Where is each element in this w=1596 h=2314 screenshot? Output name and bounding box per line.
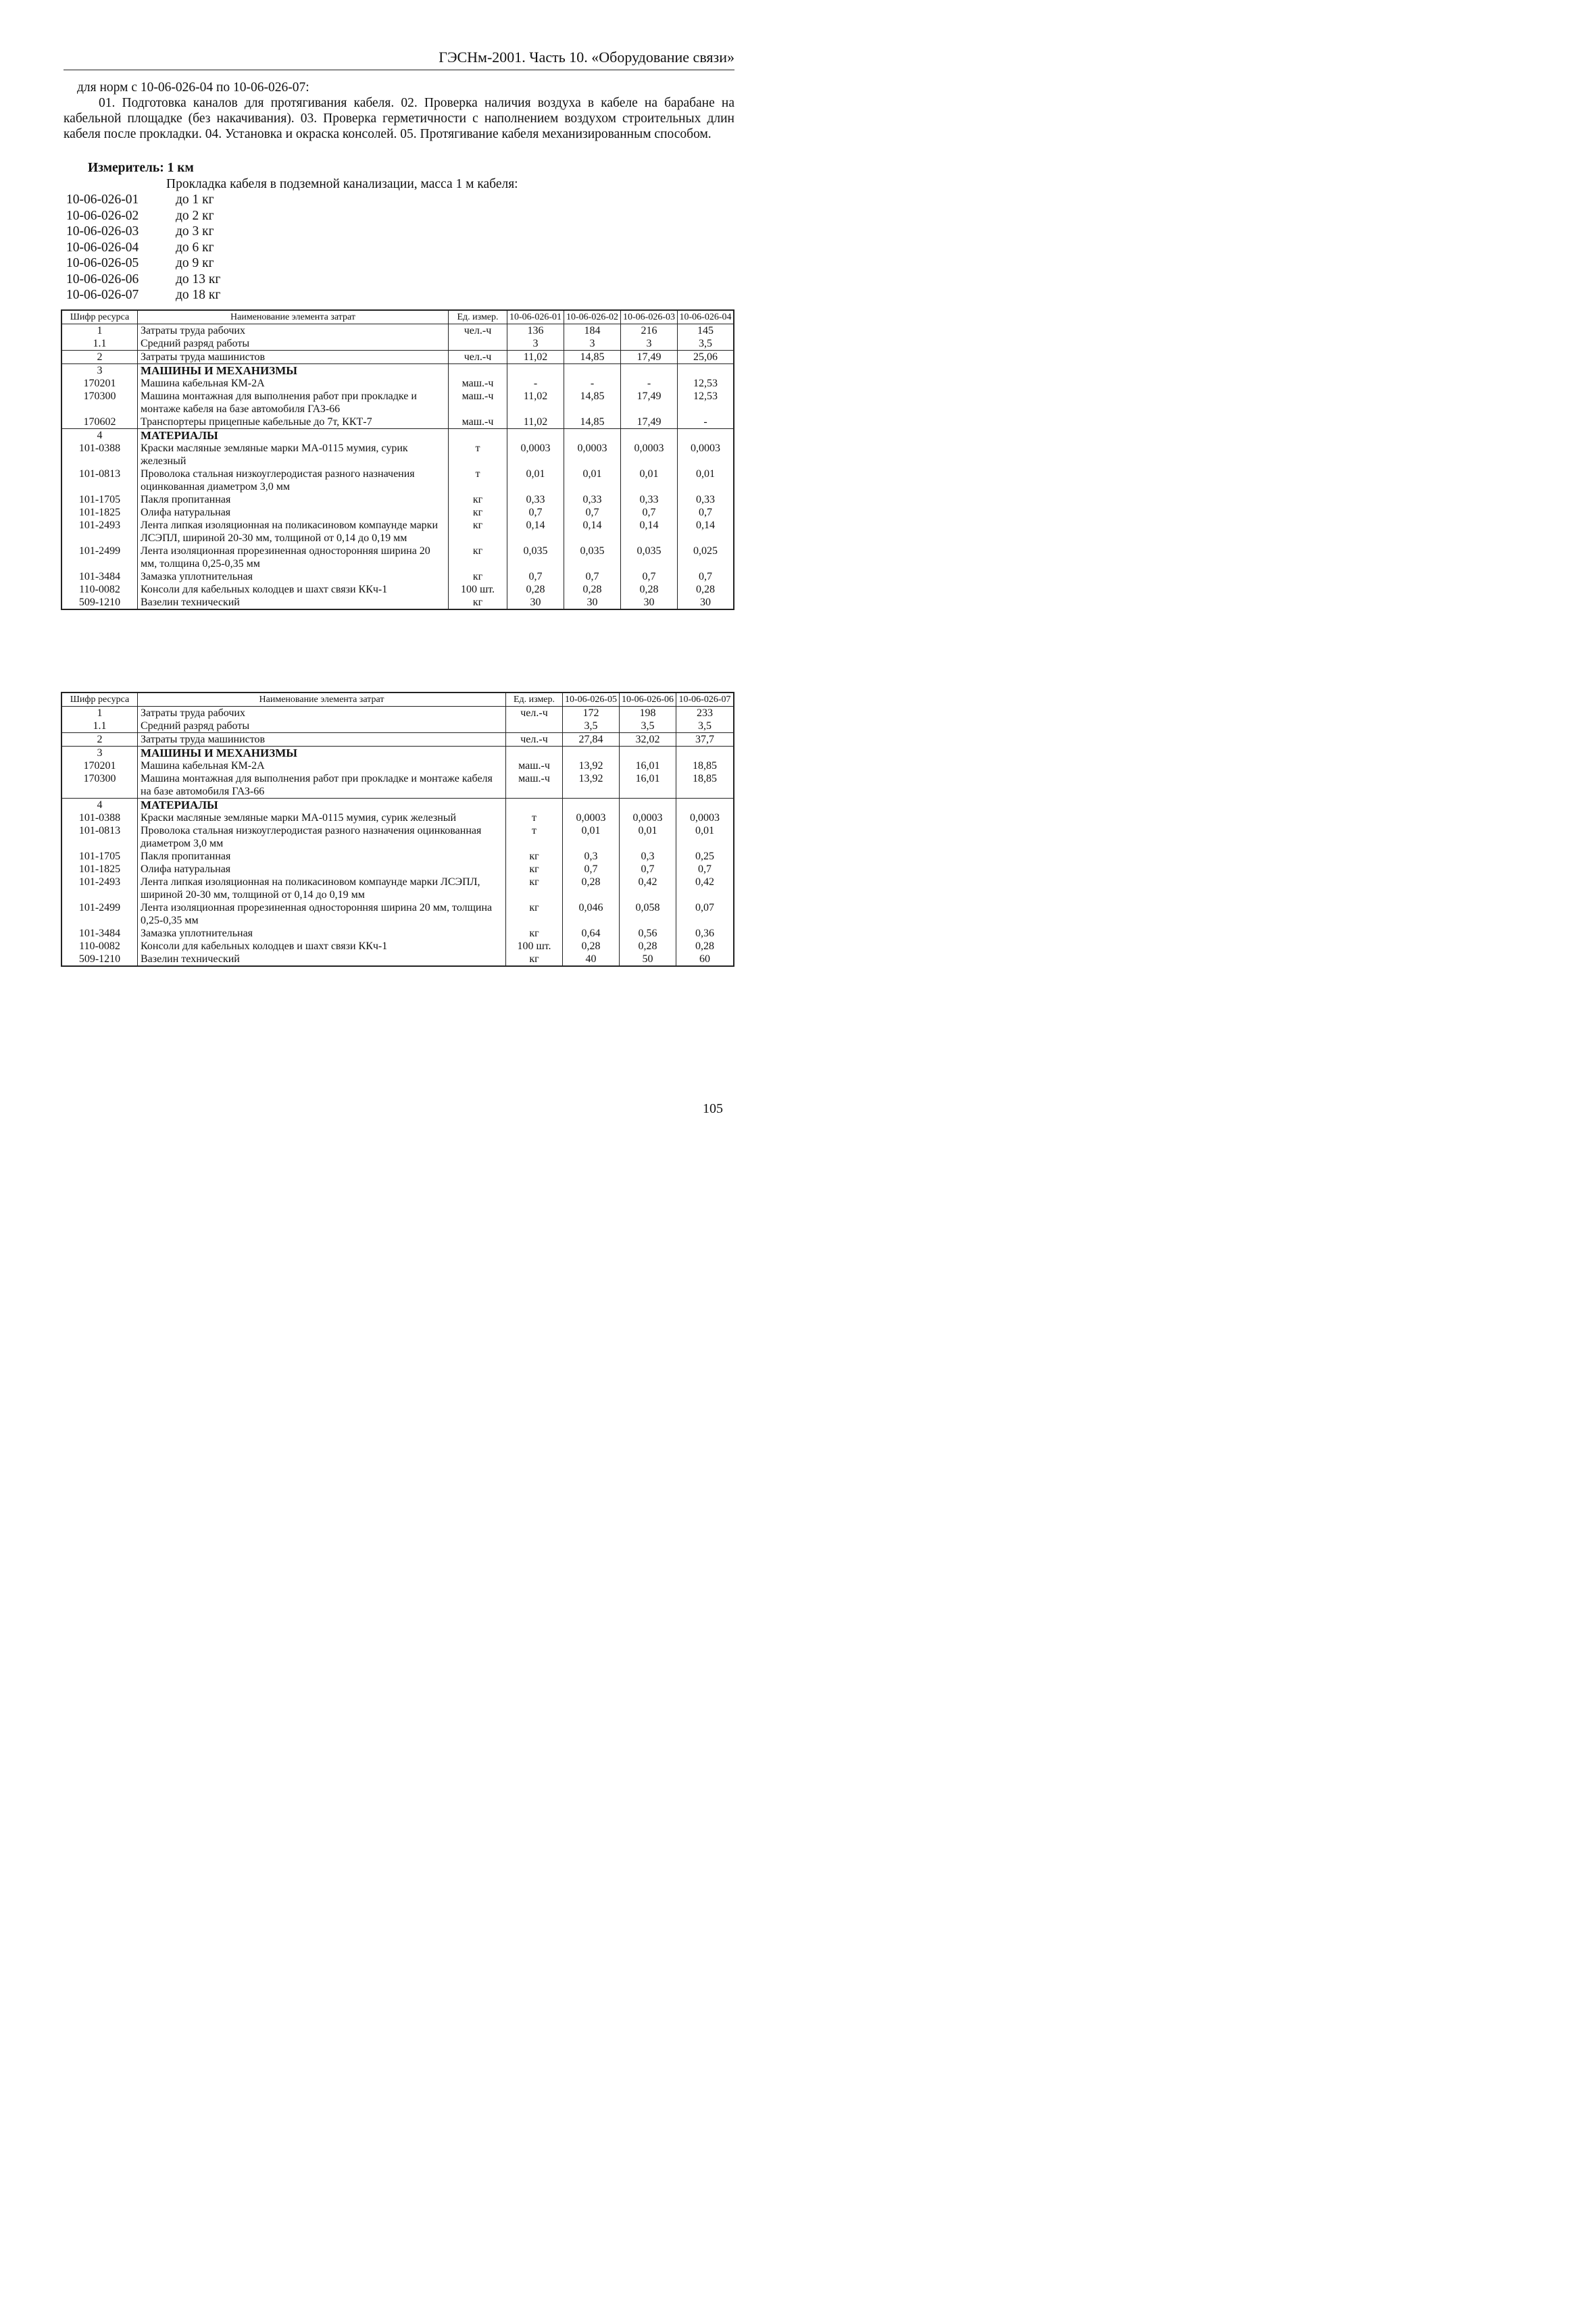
value-cell: 0,28 (563, 940, 620, 953)
value-cell: 27,84 (563, 733, 620, 747)
unit-cell: т (449, 442, 507, 468)
resource-code: 170300 (62, 390, 138, 416)
codes-caption: Прокладка кабеля в подземной канализации, масса 1 м кабеля: (166, 177, 518, 191)
value-cell: 0,7 (620, 863, 676, 876)
value-cell: 3 (507, 337, 564, 351)
unit-cell: кг (449, 506, 507, 519)
value-cell: 0,33 (678, 493, 734, 506)
resource-code: 509-1210 (62, 596, 138, 609)
value-cell: 216 (621, 324, 678, 338)
resource-code: 3 (62, 364, 138, 378)
norm-description: до 13 кг (176, 272, 221, 286)
value-cell: - (564, 377, 621, 390)
value-cell: 0,058 (620, 901, 676, 927)
value-cell: 30 (621, 596, 678, 609)
resource-code: 1.1 (62, 337, 138, 351)
norm-code: 10-06-026-04 (66, 240, 139, 255)
unit-cell: маш.-ч (449, 416, 507, 429)
unit-cell (449, 364, 507, 378)
unit-cell (506, 720, 563, 733)
value-cell: 0,0003 (563, 811, 620, 824)
norm-description: до 2 кг (176, 208, 214, 223)
norm-code: 10-06-026-01 (66, 193, 139, 207)
value-cell: - (621, 377, 678, 390)
resource-code: 509-1210 (62, 953, 138, 966)
value-cell: 0,01 (676, 824, 734, 850)
cost-element-name: Вазелин технический (138, 953, 506, 966)
column-header: 10-06-026-02 (564, 311, 621, 324)
column-header: 10-06-026-05 (563, 693, 620, 707)
cost-element-name: Замазка уплотнительная (138, 927, 506, 940)
value-cell: 0,33 (621, 493, 678, 506)
value-cell: 0,3 (563, 850, 620, 863)
table-row (62, 799, 734, 812)
table-row (62, 811, 734, 824)
table-row (62, 390, 734, 416)
cost-element-name: МАШИНЫ И МЕХАНИЗМЫ (138, 364, 449, 378)
value-cell: 25,06 (678, 351, 734, 364)
value-cell: 0,7 (621, 570, 678, 583)
norm-description: до 18 кг (176, 288, 221, 302)
resource-code: 101-1825 (62, 863, 138, 876)
value-cell: 0,42 (676, 876, 734, 901)
value-cell: 0,28 (676, 940, 734, 953)
cost-element-name: Транспортеры прицепные кабельные до 7т, ККТ-7 (138, 416, 449, 429)
value-cell: 0,14 (621, 519, 678, 545)
value-cell: 0,28 (564, 583, 621, 596)
table-row (62, 876, 734, 901)
cost-element-name: Проволока стальная низкоуглеродистая разного назначения оцинкованная диаметром 3,0 мм (138, 468, 449, 493)
value-cell: 37,7 (676, 733, 734, 747)
code-row (66, 287, 220, 303)
value-cell: 0,7 (678, 506, 734, 519)
table-row (62, 468, 734, 493)
cost-element-name: Затраты труда машинистов (138, 351, 449, 364)
resource-code: 101-1705 (62, 850, 138, 863)
code-row (66, 272, 220, 288)
resource-code: 101-3484 (62, 570, 138, 583)
code-row (66, 240, 220, 256)
unit-cell: кг (506, 850, 563, 863)
value-cell: - (507, 377, 564, 390)
value-cell: 60 (676, 953, 734, 966)
page-number: 105 (703, 1101, 723, 1116)
value-cell: 17,49 (621, 416, 678, 429)
code-row (66, 208, 220, 224)
table-row (62, 940, 734, 953)
value-cell (620, 747, 676, 760)
value-cell: 18,85 (676, 759, 734, 772)
table-row (62, 863, 734, 876)
value-cell: 0,046 (563, 901, 620, 927)
norm-description: до 3 кг (176, 224, 214, 238)
value-cell: 0,33 (564, 493, 621, 506)
cost-element-name: Лента изоляционная прорезиненная односторонняя ширина 20 мм, толщина 0,25-0,35 мм (138, 545, 449, 570)
value-cell: 14,85 (564, 416, 621, 429)
value-cell: 17,49 (621, 351, 678, 364)
norm-code: 10-06-026-06 (66, 272, 139, 286)
table-row (62, 377, 734, 390)
unit-cell: 100 шт. (449, 583, 507, 596)
value-cell (621, 429, 678, 443)
value-cell: 0,7 (507, 570, 564, 583)
cost-element-name: Машина монтажная для выполнения работ при прокладке и монтаже кабеля на базе автомобиля ГАЗ-66 (138, 390, 449, 416)
norm-description: до 9 кг (176, 256, 214, 270)
value-cell: 3 (621, 337, 678, 351)
value-cell: 50 (620, 953, 676, 966)
value-cell: 17,49 (621, 390, 678, 416)
unit-cell: кг (449, 545, 507, 570)
norm-description: до 1 кг (176, 193, 214, 207)
cost-element-name: Замазка уплотнительная (138, 570, 449, 583)
unit-cell: чел.-ч (449, 351, 507, 364)
resource-code: 101-2499 (62, 545, 138, 570)
resource-code: 101-1705 (62, 493, 138, 506)
measure-unit: Измеритель: 1 км (88, 161, 194, 175)
value-cell: 14,85 (564, 390, 621, 416)
unit-cell: кг (449, 596, 507, 609)
table-row (62, 927, 734, 940)
resource-code: 101-0388 (62, 811, 138, 824)
cost-element-name: Консоли для кабельных колодцев и шахт связи ККч-1 (138, 583, 449, 596)
value-cell: 0,035 (564, 545, 621, 570)
value-cell (621, 364, 678, 378)
resource-code: 101-3484 (62, 927, 138, 940)
value-cell: 11,02 (507, 351, 564, 364)
resource-code: 101-2493 (62, 519, 138, 545)
cost-element-name: Лента липкая изоляционная на поликасиновом компаунде марки ЛСЭПЛ, шириной 20-30 мм, толщиной от 0,14 до 0,19 мм (138, 519, 449, 545)
value-cell: 233 (676, 707, 734, 720)
value-cell: 0,3 (620, 850, 676, 863)
column-header: Шифр ресурса (62, 693, 138, 707)
scope-line: для норм с 10-06-026-04 по 10-06-026-07: (77, 80, 309, 95)
value-cell: 0,28 (563, 876, 620, 901)
unit-cell: кг (449, 519, 507, 545)
cost-element-name: Средний разряд работы (138, 337, 449, 351)
value-cell: 0,07 (676, 901, 734, 927)
value-cell: 145 (678, 324, 734, 338)
table-row (62, 583, 734, 596)
unit-cell: чел.-ч (506, 707, 563, 720)
value-cell (620, 799, 676, 812)
value-cell: - (678, 416, 734, 429)
cost-element-name: Машина кабельная КМ-2А (138, 759, 506, 772)
cost-element-name: Затраты труда рабочих (138, 324, 449, 338)
value-cell: 3,5 (676, 720, 734, 733)
value-cell: 13,92 (563, 759, 620, 772)
value-cell: 12,53 (678, 390, 734, 416)
column-header: Шифр ресурса (62, 311, 138, 324)
value-cell: 0,035 (507, 545, 564, 570)
resource-code: 170201 (62, 759, 138, 772)
resource-code: 170300 (62, 772, 138, 799)
value-cell: 30 (678, 596, 734, 609)
value-cell: 0,035 (621, 545, 678, 570)
unit-cell: 100 шт. (506, 940, 563, 953)
cost-element-name: Олифа натуральная (138, 506, 449, 519)
resource-code: 101-1825 (62, 506, 138, 519)
value-cell: 0,7 (564, 506, 621, 519)
table-row (62, 351, 734, 364)
value-cell: 0,0003 (620, 811, 676, 824)
resource-code: 170602 (62, 416, 138, 429)
value-cell: 3 (564, 337, 621, 351)
norm-code: 10-06-026-02 (66, 208, 139, 223)
value-cell (564, 429, 621, 443)
column-header: 10-06-026-03 (621, 311, 678, 324)
column-header: 10-06-026-07 (676, 693, 734, 707)
running-header: ГЭСНм-2001. Часть 10. «Оборудование связи» (439, 49, 734, 66)
resource-code: 101-0388 (62, 442, 138, 468)
table-row (62, 545, 734, 570)
unit-cell: кг (506, 953, 563, 966)
value-cell: 0,56 (620, 927, 676, 940)
value-cell: 13,92 (563, 772, 620, 799)
value-cell: 172 (563, 707, 620, 720)
unit-cell: кг (449, 570, 507, 583)
unit-cell: кг (506, 863, 563, 876)
value-cell: 18,85 (676, 772, 734, 799)
value-cell: 0,01 (620, 824, 676, 850)
value-cell: 0,01 (563, 824, 620, 850)
resource-code: 101-0813 (62, 824, 138, 850)
unit-cell: чел.-ч (506, 733, 563, 747)
unit-cell: чел.-ч (449, 324, 507, 338)
resource-code: 1 (62, 707, 138, 720)
value-cell: 0,7 (564, 570, 621, 583)
value-cell: 0,01 (564, 468, 621, 493)
unit-cell (506, 799, 563, 812)
table-row (62, 324, 734, 338)
resource-code: 2 (62, 351, 138, 364)
value-cell: 0,28 (621, 583, 678, 596)
norm-code: 10-06-026-05 (66, 256, 139, 270)
value-cell: 0,28 (507, 583, 564, 596)
value-cell: 11,02 (507, 416, 564, 429)
table-row (62, 506, 734, 519)
value-cell: 0,28 (620, 940, 676, 953)
value-cell: 0,25 (676, 850, 734, 863)
work-list: 01. Подготовка каналов для протягивания кабеля. 02. Проверка наличия воздуха в кабеле на барабане на кабельной площадке (без накачивания). 03. Проверка герметичности с наполнением воздухом строительных длин кабеля после прокладки. 04. Установка и окраска консолей. 05. Протягивание кабеля механизированным способом. (64, 96, 734, 141)
table-row (62, 570, 734, 583)
cost-element-name: Пакля пропитанная (138, 493, 449, 506)
unit-cell: маш.-ч (449, 377, 507, 390)
table-row (62, 733, 734, 747)
table-row (62, 429, 734, 443)
value-cell (564, 364, 621, 378)
value-cell: 3,5 (678, 337, 734, 351)
table-row (62, 759, 734, 772)
code-row (66, 192, 220, 208)
cost-element-name: Пакля пропитанная (138, 850, 506, 863)
column-header: 10-06-026-04 (678, 311, 734, 324)
intro-section (64, 80, 734, 142)
table-row (62, 519, 734, 545)
code-list (66, 192, 220, 303)
value-cell: 16,01 (620, 772, 676, 799)
cost-element-name: МАТЕРИАЛЫ (138, 429, 449, 443)
value-cell: 16,01 (620, 759, 676, 772)
unit-cell: маш.-ч (506, 759, 563, 772)
value-cell (676, 747, 734, 760)
resource-code: 3 (62, 747, 138, 760)
unit-cell (449, 429, 507, 443)
unit-cell: т (506, 824, 563, 850)
unit-cell: кг (449, 493, 507, 506)
cost-element-name: МАТЕРИАЛЫ (138, 799, 506, 812)
unit-cell: кг (506, 927, 563, 940)
column-header: 10-06-026-06 (620, 693, 676, 707)
cost-element-name: Затраты труда машинистов (138, 733, 506, 747)
value-cell: 0,14 (678, 519, 734, 545)
cost-element-name: Олифа натуральная (138, 863, 506, 876)
cost-element-name: Машина кабельная КМ-2А (138, 377, 449, 390)
cost-element-name: Проволока стальная низкоуглеродистая разного назначения оцинкованная диаметром 3,0 мм (138, 824, 506, 850)
cost-element-name: Затраты труда рабочих (138, 707, 506, 720)
value-cell: 0,01 (507, 468, 564, 493)
column-header: Наименование элемента затрат (138, 693, 506, 707)
unit-cell: т (506, 811, 563, 824)
value-cell: 136 (507, 324, 564, 338)
value-cell: 0,01 (621, 468, 678, 493)
cost-element-name: Краски масляные земляные марки МА-0115 мумия, сурик железный (138, 811, 506, 824)
value-cell: 0,025 (678, 545, 734, 570)
table-row (62, 824, 734, 850)
resource-code: 170201 (62, 377, 138, 390)
table-row (62, 720, 734, 733)
resource-code: 101-2493 (62, 876, 138, 901)
value-cell: 0,0003 (564, 442, 621, 468)
value-cell: 0,7 (621, 506, 678, 519)
cost-element-name: Машина монтажная для выполнения работ при прокладке и монтаже кабеля на базе автомобиля ГАЗ-66 (138, 772, 506, 799)
value-cell: 3,5 (620, 720, 676, 733)
table-row (62, 707, 734, 720)
table-row (62, 493, 734, 506)
value-cell (507, 429, 564, 443)
document-page (0, 0, 798, 1157)
norm-code: 10-06-026-03 (66, 224, 139, 238)
cost-element-name: Краски масляные земляные марки МА-0115 мумия, сурик железный (138, 442, 449, 468)
resource-code: 110-0082 (62, 940, 138, 953)
value-cell: 12,53 (678, 377, 734, 390)
value-cell: 14,85 (564, 351, 621, 364)
value-cell: 30 (564, 596, 621, 609)
resource-code: 101-0813 (62, 468, 138, 493)
unit-cell: кг (506, 901, 563, 927)
resource-table-2 (61, 693, 734, 966)
value-cell: 40 (563, 953, 620, 966)
value-cell: 0,0003 (507, 442, 564, 468)
unit-cell: маш.-ч (449, 390, 507, 416)
unit-cell (449, 337, 507, 351)
value-cell: 0,28 (678, 583, 734, 596)
resource-code: 2 (62, 733, 138, 747)
value-cell: 32,02 (620, 733, 676, 747)
value-cell: 0,14 (564, 519, 621, 545)
resource-code: 4 (62, 799, 138, 812)
value-cell (676, 799, 734, 812)
table-row (62, 772, 734, 799)
column-header: Наименование элемента затрат (138, 311, 449, 324)
value-cell (678, 364, 734, 378)
table-row (62, 337, 734, 351)
unit-cell: т (449, 468, 507, 493)
table-row (62, 850, 734, 863)
table-row (62, 747, 734, 760)
resource-table-1 (61, 310, 734, 609)
value-cell: 198 (620, 707, 676, 720)
value-cell: 11,02 (507, 390, 564, 416)
value-cell (563, 799, 620, 812)
value-cell: 184 (564, 324, 621, 338)
code-row (66, 224, 220, 240)
resource-code: 101-2499 (62, 901, 138, 927)
value-cell: 0,36 (676, 927, 734, 940)
cost-element-name: Средний разряд работы (138, 720, 506, 733)
value-cell (563, 747, 620, 760)
column-header: Ед. измер. (506, 693, 563, 707)
resource-code: 1.1 (62, 720, 138, 733)
cost-element-name: МАШИНЫ И МЕХАНИЗМЫ (138, 747, 506, 760)
value-cell: 0,7 (676, 863, 734, 876)
table-row (62, 442, 734, 468)
column-header: Ед. измер. (449, 311, 507, 324)
resource-code: 4 (62, 429, 138, 443)
value-cell (507, 364, 564, 378)
value-cell: 0,0003 (678, 442, 734, 468)
value-cell: 0,01 (678, 468, 734, 493)
value-cell: 0,0003 (621, 442, 678, 468)
value-cell: 30 (507, 596, 564, 609)
table-row (62, 364, 734, 378)
code-row (66, 255, 220, 272)
unit-cell (506, 747, 563, 760)
value-cell: 0,14 (507, 519, 564, 545)
table-row (62, 416, 734, 429)
unit-cell: маш.-ч (506, 772, 563, 799)
norm-code: 10-06-026-07 (66, 288, 139, 302)
table-row (62, 953, 734, 966)
table-row (62, 901, 734, 927)
value-cell: 0,42 (620, 876, 676, 901)
norm-description: до 6 кг (176, 240, 214, 255)
cost-element-name: Лента изоляционная прорезиненная односторонняя ширина 20 мм, толщина 0,25-0,35 мм (138, 901, 506, 927)
resource-code: 1 (62, 324, 138, 338)
table-row (62, 596, 734, 609)
resource-code: 110-0082 (62, 583, 138, 596)
value-cell: 0,0003 (676, 811, 734, 824)
value-cell: 0,64 (563, 927, 620, 940)
value-cell: 3,5 (563, 720, 620, 733)
value-cell: 0,7 (563, 863, 620, 876)
value-cell (678, 429, 734, 443)
value-cell: 0,33 (507, 493, 564, 506)
unit-cell: кг (506, 876, 563, 901)
cost-element-name: Лента липкая изоляционная на поликасиновом компаунде марки ЛСЭПЛ, шириной 20-30 мм, толщиной от 0,14 до 0,19 мм (138, 876, 506, 901)
column-header: 10-06-026-01 (507, 311, 564, 324)
value-cell: 0,7 (507, 506, 564, 519)
cost-element-name: Вазелин технический (138, 596, 449, 609)
cost-element-name: Консоли для кабельных колодцев и шахт связи ККч-1 (138, 940, 506, 953)
value-cell: 0,7 (678, 570, 734, 583)
